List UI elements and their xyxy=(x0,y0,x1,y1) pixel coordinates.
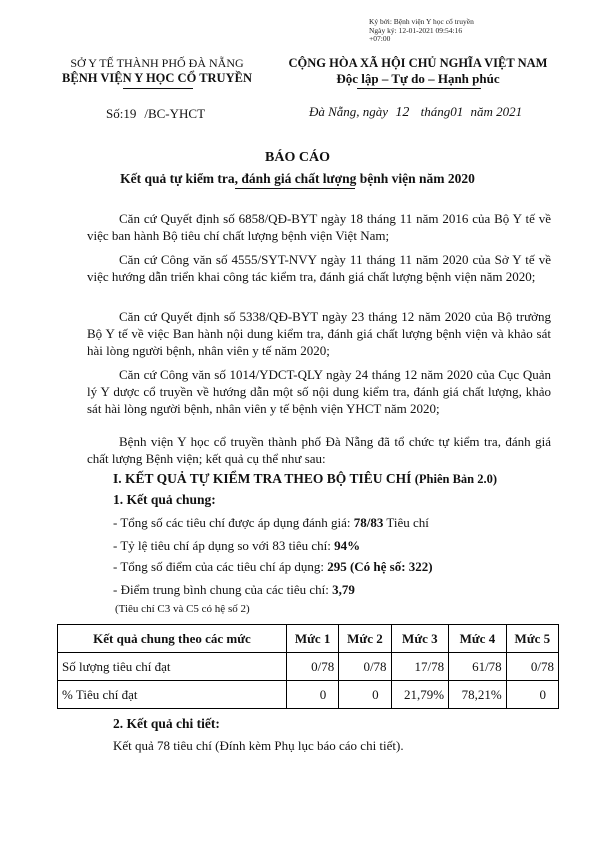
basis-paragraph: Căn cứ Công văn số 4555/SYT-NVY ngày 11 tháng 11 năm 2020 của Sở Y tế về việc hướng dẫn triển khai công tác kiểm tra, đánh giá chất lượng bệnh viện năm 2020; xyxy=(87,252,551,284)
summary-item-tail: Tiêu chí xyxy=(383,515,429,530)
table-header: Kết quả chung theo các mức xyxy=(58,625,287,653)
section-heading-note: (Phiên Bản 2.0) xyxy=(414,472,498,486)
signature-signer: Ký bởi: Bệnh viện Y học cổ truyền xyxy=(369,17,474,26)
date-month: 01 xyxy=(450,104,464,119)
subsection-detail-heading: 2. Kết quả chi tiết: xyxy=(113,716,220,731)
table-header-row xyxy=(58,625,559,653)
section-heading-text: I. KẾT QUẢ TỰ KIỂM TRA THEO BỘ TIÊU CHÍ xyxy=(113,471,412,486)
table-row xyxy=(58,681,559,709)
table-cell: 0 xyxy=(506,681,558,709)
table-header: Mức 2 xyxy=(339,625,391,653)
doc-number-suffix: /BC-YHCT xyxy=(144,106,206,121)
subsection-general-heading: 1. Kết quả chung: xyxy=(113,492,216,507)
document-number xyxy=(106,106,205,122)
doc-number-prefix: Số: xyxy=(106,106,124,121)
table-cell: 17/78 xyxy=(391,653,449,681)
detail-text: Kết quả 78 tiêu chí (Đính kèm Phụ lục báo cáo chi tiết). xyxy=(113,738,404,753)
table-cell: 21,79% xyxy=(391,681,449,709)
intro-paragraph: Bệnh viện Y học cổ truyền thành phố Đà Nẵng đã tổ chức tự kiểm tra, đánh giá chất lượng Bệnh viện; kết quả cụ thể như sau: xyxy=(87,434,551,466)
date-month-label: tháng xyxy=(420,104,451,119)
table-cell: 0 xyxy=(339,681,391,709)
signature-timezone: +07:00 xyxy=(369,34,391,44)
date-year: năm 2021 xyxy=(470,104,523,119)
summary-item xyxy=(113,515,429,531)
summary-item-value: 78/83 xyxy=(353,515,384,530)
table-cell: 78,21% xyxy=(449,681,507,709)
summary-item xyxy=(113,582,355,598)
basis-paragraph: Căn cứ Quyết định số 5338/QĐ-BYT ngày 23 tháng 12 năm 2020 của Bộ trưởng Bộ Y tế về việc Ban hành nội dung kiểm tra, đánh giá chất lượng bệnh viện và khảo sát hài lòng người bệnh, nhân viên y tế năm 2020; xyxy=(87,309,551,358)
coefficient-note: (Tiêu chí C3 và C5 có hệ số 2) xyxy=(115,603,250,615)
table-cell: Số lượng tiêu chí đạt xyxy=(58,653,287,681)
doc-number-value: 19 xyxy=(123,106,137,121)
results-table xyxy=(57,624,559,709)
summary-item-label: - Tổng số các tiêu chí được áp dụng đánh giá: xyxy=(113,515,354,530)
summary-item xyxy=(113,538,360,554)
date-prefix: Đà Nẵng, ngày xyxy=(309,104,389,119)
summary-item-value: 295 (Có hệ số: 322) xyxy=(327,559,433,574)
table-header: Mức 4 xyxy=(449,625,507,653)
summary-item-label: - Tỷ lệ tiêu chí áp dụng so với 83 tiêu chí: xyxy=(113,538,335,553)
basis-paragraph: Căn cứ Công văn số 1014/YDCT-QLY ngày 24 tháng 12 năm 2020 của Cục Quản lý Y dược cổ truyền về hướng dẫn một số nội dung kiểm tra, đánh giá chất lượng, khảo sát hài lòng người bệnh, nhân viên y tế bệnh viện YHCT năm 2020; xyxy=(87,367,551,416)
table-header: Mức 1 xyxy=(287,625,339,653)
org-name-underline xyxy=(123,88,193,89)
section-heading xyxy=(113,471,497,487)
signature-date: Ngày ký: 12-01-2021 09:54:16 xyxy=(369,25,463,35)
summary-item-label: - Tổng số điểm của các tiêu chí áp dụng: xyxy=(113,559,328,574)
summary-item-value: 3,79 xyxy=(332,582,355,597)
org-parent: SỞ Y TẾ THÀNH PHỐ ĐÀ NẴNG xyxy=(70,56,244,70)
document-date xyxy=(309,104,522,121)
nation-name: CỘNG HÒA XÃ HỘI CHỦ NGHĨA VIỆT NAM xyxy=(288,56,548,70)
date-day: 12 xyxy=(395,105,410,120)
table-cell: % Tiêu chí đạt xyxy=(58,681,287,709)
table-header: Mức 3 xyxy=(391,625,449,653)
table-cell: 0 xyxy=(287,681,339,709)
table-cell: 61/78 xyxy=(449,653,507,681)
org-name: BỆNH VIỆN Y HỌC CỔ TRUYỀN xyxy=(62,71,252,85)
summary-item xyxy=(113,559,433,575)
motto-underline xyxy=(357,88,481,89)
report-subtitle: Kết quả tự kiểm tra, đánh giá chất lượng bệnh viện năm 2020 xyxy=(120,171,475,186)
table-row xyxy=(58,653,559,681)
summary-item-label: - Điểm trung bình chung của các tiêu chí: xyxy=(113,582,333,597)
national-motto: Độc lập – Tự do – Hạnh phúc xyxy=(336,71,500,86)
table-cell: 0/78 xyxy=(506,653,558,681)
table-cell: 0/78 xyxy=(339,653,391,681)
report-title: BÁO CÁO xyxy=(265,150,330,165)
table-header: Mức 5 xyxy=(506,625,558,653)
digital-signature-info xyxy=(369,18,474,44)
subtitle-underline xyxy=(235,188,355,189)
summary-item-value: 94% xyxy=(334,538,361,553)
basis-paragraph: Căn cứ Quyết định số 6858/QĐ-BYT ngày 18 tháng 11 năm 2016 của Bộ Y tế về việc ban hành Bộ tiêu chí chất lượng bệnh viện Việt Nam; xyxy=(87,211,551,243)
table-cell: 0/78 xyxy=(287,653,339,681)
